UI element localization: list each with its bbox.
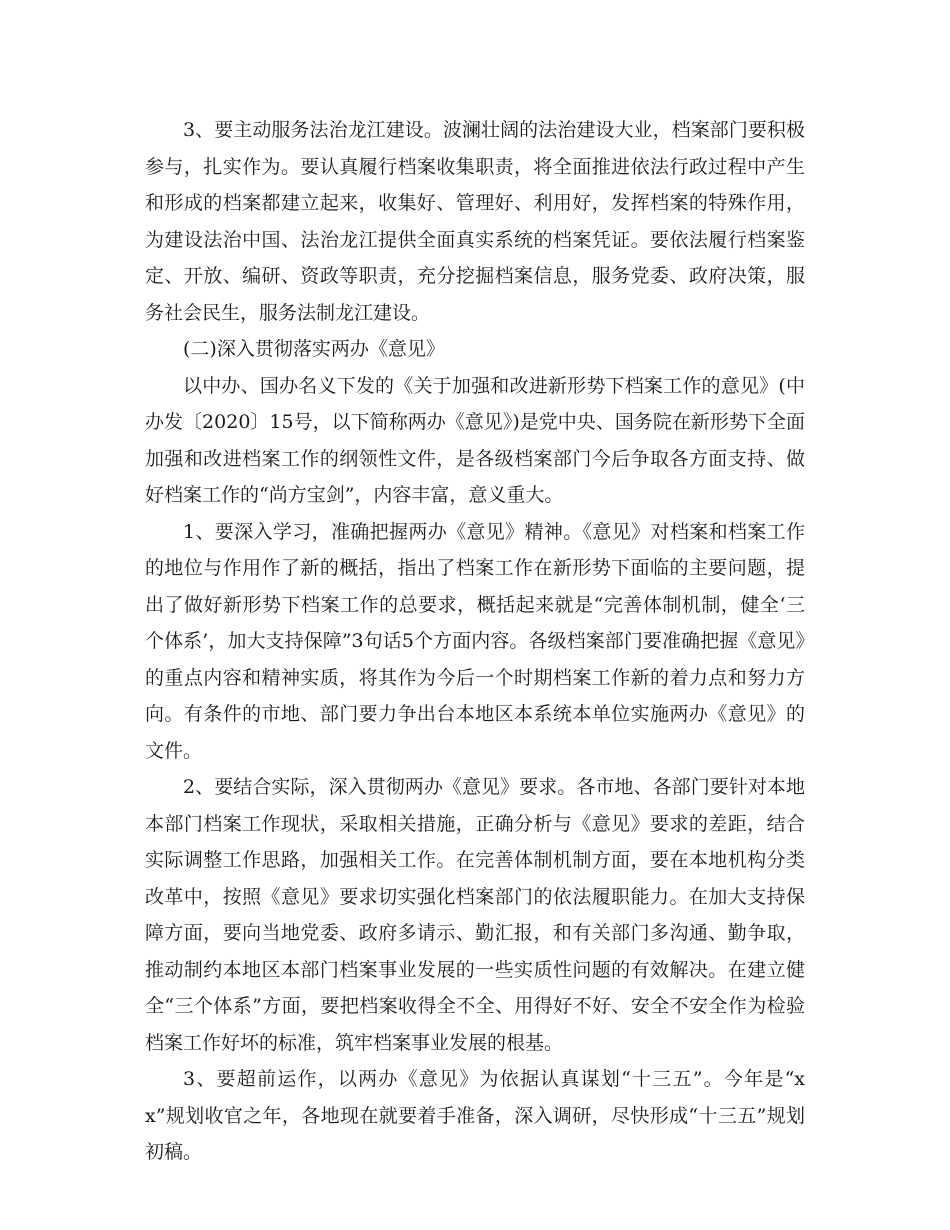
paragraph-plan-thirteenth-five: 3、要超前运作，以两办《意见》为依据认真谋划“十三五”。今年是“xx”规划收官之年，各地现在就要着手准备，深入调研，尽快形成“十三五”规划初稿。 [145,1068,805,1163]
paragraph-apply-opinions: 2、要结合实际，深入贯彻两办《意见》要求。各市地、各部门要针对本地本部门档案工作现状，采取相关措施，正确分析与《意见》要求的差距，结合实际调整工作思路，加强相关工作。在完善体制机制方面，要在本地机构分类改革中，按照《意见》要求切实强化档案部门的依法履职能力。在加大支持保障方面，要向当地党委、政府多请示、勤汇报，和有关部门多沟通、勤争取，推动制约本地区本部门档案事业发展的一些实质性问题的有效解决。在建立健全“三个体系”方面，要把档案收得全不全、用得好不好、安全不安全作为检验档案工作好坏的标准，筑牢档案事业发展的根基。 [145,776,805,1054]
section-heading-implement-opinions: (二)深入贯彻落实两办《意见》 [183,338,445,360]
paragraph-study-opinions: 1、要深入学习，准确把握两办《意见》精神。《意见》对档案和档案工作的地位与作用作了新的概括，指出了档案工作在新形势下面临的主要问题，提出了做好新形势下档案工作的总要求，概括起来就是“完善体制机制，健全‘三个体系’，加大支持保障”3句话5个方面内容。各级档案部门要准确把握《意见》的重点内容和精神实质，将其作为今后一个时期档案工作新的着力点和努力方向。有条件的市地、部门要力争出台本地区本系统本单位实施两办《意见》的文件。 [145,520,805,762]
paragraph-service-rule-of-law: 3、要主动服务法治龙江建设。波澜壮阔的法治建设大业，档案部门要积极参与，扎实作为。要认真履行档案收集职责，将全面推进依法行政过程中产生和形成的档案都建立起来，收集好、管理好、利用好，发挥档案的特殊作用，为建设法治中国、法治龙江提供全面真实系统的档案凭证。要依法履行档案鉴定、开放、编研、资政等职责，充分挖掘档案信息，服务党委、政府决策，服务社会民生，服务法制龙江建设。 [145,119,805,324]
document-body [145,112,805,1171]
paragraph-opinions-intro: 以中办、国办名义下发的《关于加强和改进新形势下档案工作的意见》(中办发〔2020〕15号，以下简称两办《意见》)是党中央、国务院在新形势下全面加强和改进档案工作的纲领性文件，是各级档案部门今后争取各方面支持、做好档案工作的“尚方宝剑”，内容丰富，意义重大。 [145,374,805,506]
